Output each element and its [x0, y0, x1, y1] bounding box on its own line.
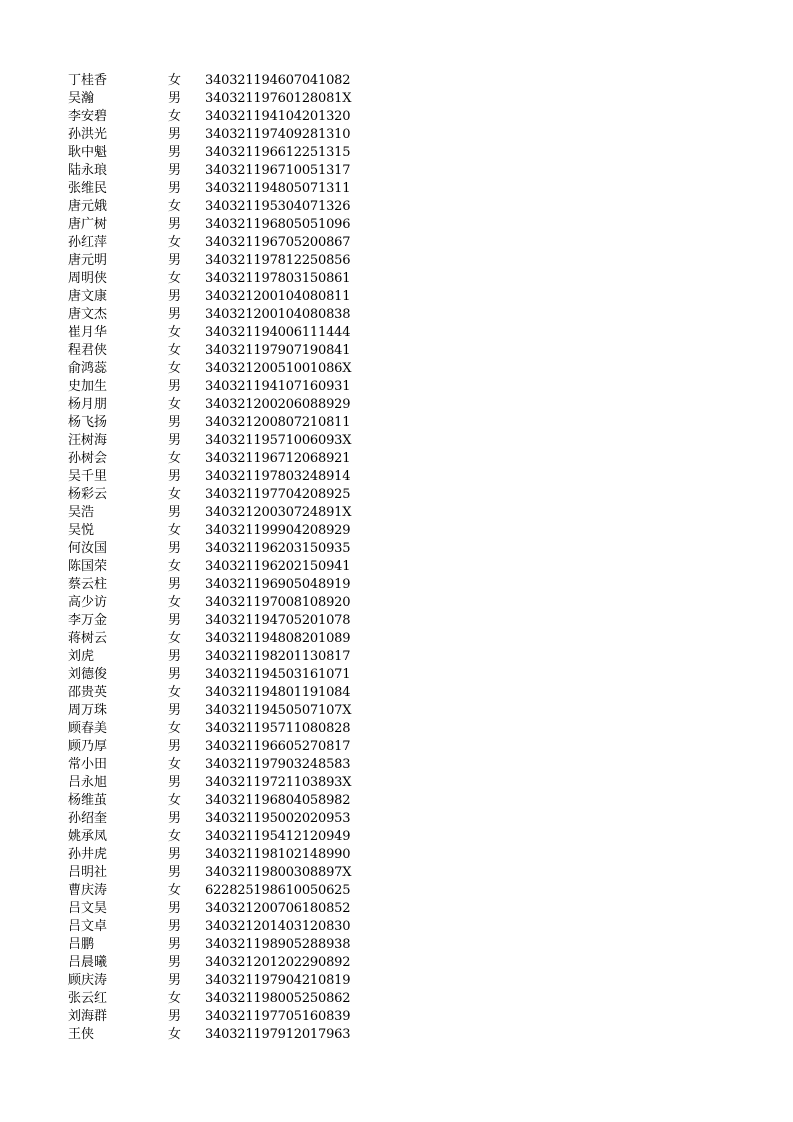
person-id-number: 340321197812250856	[205, 253, 351, 268]
person-gender: 男	[168, 973, 182, 988]
person-gender: 男	[168, 955, 182, 970]
person-gender: 女	[168, 271, 182, 286]
person-gender: 女	[168, 109, 182, 124]
person-gender: 女	[168, 631, 182, 646]
person-name: 孙井虎	[68, 847, 108, 862]
list-item	[68, 450, 368, 468]
person-name: 唐广树	[68, 217, 108, 232]
person-gender: 女	[168, 361, 182, 376]
list-item	[68, 432, 368, 450]
person-name: 唐元明	[68, 253, 108, 268]
list-item	[68, 936, 368, 954]
person-gender: 女	[168, 829, 182, 844]
person-name: 吴千里	[68, 469, 108, 484]
person-name: 杨飞扬	[68, 415, 108, 430]
person-name: 孙红萍	[68, 235, 108, 250]
person-id-number: 340321197008108920	[205, 595, 351, 610]
person-name: 李安碧	[68, 109, 108, 124]
person-name: 姚承凤	[68, 829, 108, 844]
person-gender: 男	[168, 145, 182, 160]
person-name: 蒋树云	[68, 631, 108, 646]
person-gender: 女	[168, 1027, 182, 1042]
person-id-number: 340321195412120949	[205, 829, 351, 844]
person-id-number: 340321194801191084	[205, 685, 351, 700]
roster-list	[68, 72, 368, 1044]
list-item	[68, 306, 368, 324]
person-id-number: 34032119450507107X	[205, 703, 352, 718]
person-id-number: 340321198005250862	[205, 991, 351, 1006]
person-id-number: 340321195304071326	[205, 199, 351, 214]
person-id-number: 622825198610050625	[205, 883, 351, 898]
list-item	[68, 162, 368, 180]
list-item	[68, 828, 368, 846]
list-item	[68, 846, 368, 864]
person-id-number: 340321194607041082	[205, 73, 351, 88]
person-id-number: 34032119760128081X	[205, 91, 352, 106]
list-item	[68, 738, 368, 756]
person-name: 何汝国	[68, 541, 108, 556]
person-name: 吴悦	[68, 523, 95, 538]
list-item	[68, 90, 368, 108]
person-id-number: 340321196605270817	[205, 739, 351, 754]
list-item	[68, 558, 368, 576]
list-item	[68, 630, 368, 648]
person-name: 丁桂香	[68, 73, 108, 88]
person-name: 唐元娥	[68, 199, 108, 214]
list-item	[68, 252, 368, 270]
person-id-number: 340321196710051317	[205, 163, 351, 178]
list-item	[68, 414, 368, 432]
person-id-number: 340321194104201320	[205, 109, 351, 124]
list-item	[68, 990, 368, 1008]
person-name: 程君侠	[68, 343, 108, 358]
list-item	[68, 360, 368, 378]
person-name: 唐文康	[68, 289, 108, 304]
person-gender: 男	[168, 469, 182, 484]
list-item	[68, 900, 368, 918]
person-id-number: 34032119800308897X	[205, 865, 352, 880]
list-item	[68, 918, 368, 936]
person-name: 孙树会	[68, 451, 108, 466]
person-name: 吕晨曦	[68, 955, 108, 970]
list-item	[68, 756, 368, 774]
person-id-number: 34032119571006093X	[205, 433, 352, 448]
person-id-number: 340321196804058982	[205, 793, 351, 808]
person-id-number: 340321200807210811	[205, 415, 351, 430]
person-gender: 男	[168, 901, 182, 916]
person-id-number: 340321200706180852	[205, 901, 351, 916]
person-id-number: 34032120051001086X	[205, 361, 352, 376]
person-gender: 女	[168, 397, 182, 412]
person-id-number: 340321198905288938	[205, 937, 351, 952]
person-name: 顾乃厚	[68, 739, 108, 754]
list-item	[68, 72, 368, 90]
list-item	[68, 594, 368, 612]
person-gender: 男	[168, 307, 182, 322]
list-item	[68, 216, 368, 234]
person-name: 陆永琅	[68, 163, 108, 178]
person-id-number: 340321194808201089	[205, 631, 351, 646]
person-name: 周明侠	[68, 271, 108, 286]
person-id-number: 340321196202150941	[205, 559, 351, 574]
person-name: 张维民	[68, 181, 108, 196]
person-id-number: 340321200104080838	[205, 307, 351, 322]
list-item	[68, 108, 368, 126]
person-id-number: 340321196203150935	[205, 541, 351, 556]
list-item	[68, 810, 368, 828]
list-item	[68, 684, 368, 702]
person-gender: 男	[168, 577, 182, 592]
list-item	[68, 324, 368, 342]
person-id-number: 34032120030724891X	[205, 505, 352, 520]
person-name: 吕文昊	[68, 901, 108, 916]
person-id-number: 340321195002020953	[205, 811, 351, 826]
person-id-number: 340321196805051096	[205, 217, 351, 232]
person-id-number: 340321194006111444	[205, 325, 351, 340]
person-gender: 女	[168, 343, 182, 358]
person-id-number: 340321197904210819	[205, 973, 351, 988]
list-item	[68, 1026, 368, 1044]
list-item	[68, 504, 368, 522]
person-id-number: 340321197912017963	[205, 1027, 351, 1042]
list-item	[68, 288, 368, 306]
person-name: 汪树海	[68, 433, 108, 448]
person-id-number: 340321197903248583	[205, 757, 351, 772]
list-item	[68, 720, 368, 738]
list-item	[68, 342, 368, 360]
list-item	[68, 666, 368, 684]
person-gender: 女	[168, 325, 182, 340]
person-gender: 男	[168, 163, 182, 178]
person-id-number: 340321196712068921	[205, 451, 351, 466]
person-gender: 男	[168, 649, 182, 664]
person-name: 俞鸿蕊	[68, 361, 108, 376]
list-item	[68, 468, 368, 486]
person-name: 吴浩	[68, 505, 95, 520]
person-gender: 男	[168, 181, 182, 196]
person-gender: 男	[168, 775, 182, 790]
list-item	[68, 180, 368, 198]
list-item	[68, 540, 368, 558]
list-item	[68, 234, 368, 252]
person-id-number: 340321201202290892	[205, 955, 351, 970]
person-id-number: 340321194503161071	[205, 667, 351, 682]
person-gender: 男	[168, 613, 182, 628]
person-gender: 男	[168, 865, 182, 880]
person-gender: 男	[168, 703, 182, 718]
person-name: 刘海群	[68, 1009, 108, 1024]
person-name: 杨月朋	[68, 397, 108, 412]
person-name: 孙洪光	[68, 127, 108, 142]
person-gender: 女	[168, 235, 182, 250]
person-gender: 女	[168, 685, 182, 700]
list-item	[68, 486, 368, 504]
person-gender: 男	[168, 289, 182, 304]
person-id-number: 340321198201130817	[205, 649, 351, 664]
person-id-number: 340321200104080811	[205, 289, 351, 304]
person-gender: 男	[168, 739, 182, 754]
person-gender: 男	[168, 379, 182, 394]
person-name: 刘德俊	[68, 667, 108, 682]
person-name: 崔月华	[68, 325, 108, 340]
person-gender: 男	[168, 253, 182, 268]
person-gender: 男	[168, 91, 182, 106]
list-item	[68, 702, 368, 720]
person-id-number: 340321201403120830	[205, 919, 351, 934]
list-item	[68, 612, 368, 630]
list-item	[68, 864, 368, 882]
person-name: 吕永旭	[68, 775, 108, 790]
person-name: 顾春美	[68, 721, 108, 736]
person-id-number: 340321197409281310	[205, 127, 351, 142]
person-id-number: 340321199904208929	[205, 523, 351, 538]
person-name: 唐文杰	[68, 307, 108, 322]
person-name: 邵贵英	[68, 685, 108, 700]
person-id-number: 340321195711080828	[205, 721, 351, 736]
list-item	[68, 198, 368, 216]
person-name: 杨彩云	[68, 487, 108, 502]
person-name: 吕鹏	[68, 937, 95, 952]
person-id-number: 340321196705200867	[205, 235, 351, 250]
person-gender: 女	[168, 487, 182, 502]
person-name: 杨维茧	[68, 793, 108, 808]
list-item	[68, 882, 368, 900]
person-gender: 男	[168, 127, 182, 142]
person-name: 高少访	[68, 595, 108, 610]
person-gender: 女	[168, 451, 182, 466]
person-id-number: 340321200206088929	[205, 397, 351, 412]
person-name: 曹庆涛	[68, 883, 108, 898]
list-item	[68, 126, 368, 144]
person-gender: 女	[168, 883, 182, 898]
person-id-number: 340321194705201078	[205, 613, 351, 628]
person-gender: 男	[168, 415, 182, 430]
person-id-number: 340321197705160839	[205, 1009, 351, 1024]
person-id-number: 340321198102148990	[205, 847, 351, 862]
person-id-number: 340321197803248914	[205, 469, 351, 484]
person-name: 蔡云柱	[68, 577, 108, 592]
person-name: 耿中魁	[68, 145, 108, 160]
person-gender: 女	[168, 721, 182, 736]
person-gender: 女	[168, 595, 182, 610]
person-name: 吕文卓	[68, 919, 108, 934]
list-item	[68, 378, 368, 396]
list-item	[68, 522, 368, 540]
person-name: 孙绍奎	[68, 811, 108, 826]
person-name: 陈国荣	[68, 559, 108, 574]
person-gender: 男	[168, 433, 182, 448]
person-gender: 男	[168, 937, 182, 952]
person-name: 张云红	[68, 991, 108, 1006]
person-id-number: 340321197803150861	[205, 271, 351, 286]
list-item	[68, 396, 368, 414]
person-id-number: 340321194805071311	[205, 181, 351, 196]
person-gender: 男	[168, 505, 182, 520]
person-gender: 男	[168, 1009, 182, 1024]
list-item	[68, 954, 368, 972]
person-id-number: 34032119721103893X	[205, 775, 352, 790]
list-item	[68, 774, 368, 792]
person-gender: 男	[168, 217, 182, 232]
person-gender: 女	[168, 991, 182, 1006]
person-gender: 女	[168, 523, 182, 538]
person-name: 常小田	[68, 757, 108, 772]
person-gender: 女	[168, 559, 182, 574]
list-item	[68, 792, 368, 810]
person-gender: 女	[168, 793, 182, 808]
person-gender: 女	[168, 199, 182, 214]
person-name: 周万珠	[68, 703, 108, 718]
person-id-number: 340321194107160931	[205, 379, 351, 394]
person-name: 吕明社	[68, 865, 108, 880]
list-item	[68, 144, 368, 162]
list-item	[68, 648, 368, 666]
person-id-number: 340321196612251315	[205, 145, 351, 160]
list-item	[68, 270, 368, 288]
person-name: 史加生	[68, 379, 108, 394]
person-name: 王侠	[68, 1027, 95, 1042]
person-id-number: 340321196905048919	[205, 577, 351, 592]
person-name: 吴瀚	[68, 91, 95, 106]
person-gender: 女	[168, 757, 182, 772]
person-gender: 男	[168, 667, 182, 682]
person-gender: 男	[168, 847, 182, 862]
person-name: 顾庆涛	[68, 973, 108, 988]
person-id-number: 340321197907190841	[205, 343, 351, 358]
list-item	[68, 576, 368, 594]
person-gender: 男	[168, 811, 182, 826]
person-id-number: 340321197704208925	[205, 487, 351, 502]
person-gender: 男	[168, 919, 182, 934]
person-gender: 男	[168, 541, 182, 556]
person-name: 李万金	[68, 613, 108, 628]
list-item	[68, 1008, 368, 1026]
person-gender: 女	[168, 73, 182, 88]
list-item	[68, 972, 368, 990]
person-name: 刘虎	[68, 649, 95, 664]
